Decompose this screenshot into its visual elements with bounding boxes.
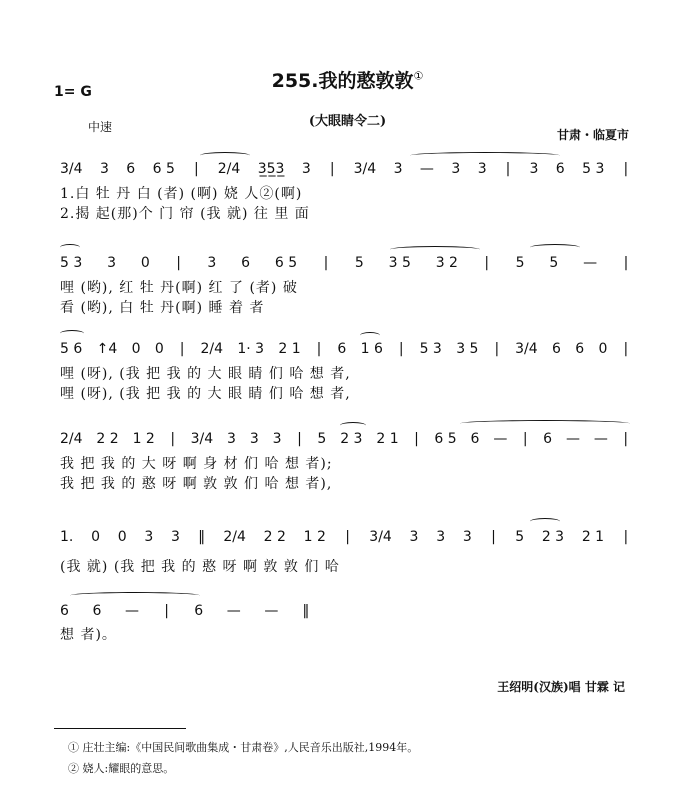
note: 5 6	[60, 341, 83, 357]
note: 0	[140, 255, 150, 271]
note: 6 5	[274, 255, 298, 271]
note: 5 3	[60, 255, 83, 271]
note: —	[583, 255, 598, 271]
barline: |	[176, 255, 181, 271]
note: 6	[552, 341, 561, 357]
note: 6	[241, 255, 251, 271]
note: —	[593, 431, 608, 447]
note: —	[264, 603, 279, 619]
note: 5 3	[582, 161, 605, 177]
barline: |	[623, 255, 629, 271]
time-signature: 2/4	[223, 529, 246, 545]
score-row-4	[60, 428, 630, 492]
note: 6 5	[434, 431, 457, 447]
time-signature: 2/4	[200, 341, 223, 357]
note: 3	[99, 161, 109, 177]
time-signature: 3/4	[60, 161, 83, 177]
note: 2 1	[581, 529, 605, 545]
note: 1.	[60, 529, 74, 545]
time-signature: 3/4	[515, 341, 538, 357]
key-signature: 1= G	[54, 84, 92, 100]
time-signature: 2/4	[60, 431, 83, 447]
lyric-line: 想 者)。	[60, 627, 117, 643]
note: 6	[337, 341, 347, 357]
lyric-verse-2: 我 把 我 的 憨 呀 啊 敦 敦 们 哈 想 者),	[60, 476, 333, 492]
barline: |	[484, 255, 490, 271]
notation-line	[60, 526, 630, 548]
note: 1 2	[303, 529, 326, 545]
barline: |	[193, 161, 199, 177]
note: 2 1	[278, 341, 301, 357]
note: 3	[477, 161, 487, 177]
note: 0	[154, 341, 164, 357]
barline: |	[398, 341, 404, 357]
note: 3	[409, 529, 419, 545]
note: 3	[462, 529, 472, 545]
note: 3	[451, 161, 461, 177]
notation-line	[60, 158, 630, 180]
note: 1 6	[360, 341, 383, 357]
notation-line	[60, 600, 310, 622]
lyric-verse-2: 看 (哟), 白 牡 丹(啊) 睡 着 者	[60, 300, 265, 316]
note: 0	[91, 529, 100, 545]
barline: |	[414, 431, 419, 447]
note: 1 2	[132, 431, 155, 447]
song-subtitle: (大眼睛令二)	[308, 114, 387, 129]
note: 2 3	[541, 529, 565, 545]
note: —	[565, 431, 580, 447]
score-row-3	[60, 338, 630, 402]
note: 6	[92, 603, 102, 619]
note: 6	[470, 431, 480, 447]
barline: |	[623, 431, 629, 447]
note: 6	[126, 161, 136, 177]
performer-credit: 王绍明(汉族)唱 甘霖 记	[497, 680, 625, 694]
note: 2 1	[376, 431, 399, 447]
barline: |	[494, 341, 500, 357]
note: 3 2	[435, 255, 458, 271]
song-title: 255.我的憨敦敦①	[271, 69, 424, 92]
barline: |	[316, 341, 322, 357]
tempo-marking: 中速	[88, 120, 113, 134]
note: 0	[598, 341, 608, 357]
note: —	[419, 161, 434, 177]
note: 3	[301, 161, 311, 177]
note: 6	[194, 603, 204, 619]
note: 5	[549, 255, 559, 271]
lyric-verse-2: 哩 (呀), (我 把 我 的 大 眼 睛 们 哈 想 者,	[60, 386, 351, 402]
footnote-divider	[54, 728, 186, 729]
barline: ‖	[302, 603, 310, 619]
score-row-6	[60, 600, 320, 650]
note: 6	[60, 603, 69, 619]
lyric-line: (我 就) (我 把 我 的 憨 呀 啊 敦 敦 们 哈	[60, 559, 340, 575]
note: 3	[227, 431, 236, 447]
note: 2 3	[340, 431, 363, 447]
barline: |	[170, 431, 176, 447]
barline: |	[329, 161, 335, 177]
note: 3	[207, 255, 217, 271]
time-signature: 3/4	[369, 529, 392, 545]
lyric-verse-1: 哩 (呀), (我 把 我 的 大 眼 睛 们 哈 想 者,	[60, 366, 351, 382]
note: 0	[131, 341, 141, 357]
note: 2 2	[96, 431, 119, 447]
note: 6	[555, 161, 565, 177]
note: 3̲5̲3̲	[257, 161, 285, 177]
note: 3 5	[456, 341, 479, 357]
note: 3	[393, 161, 403, 177]
barline: |	[179, 341, 185, 357]
note: 3	[436, 529, 446, 545]
lyric-verse-1: 我 把 我 的 大 呀 啊 身 材 们 哈 想 者);	[60, 456, 333, 472]
note: 3	[144, 529, 154, 545]
barline: |	[297, 431, 302, 447]
footnote-1: ① 庄壮主编:《中国民间歌曲集成・甘肃卷》,人民音乐出版社,1994年。	[68, 741, 419, 754]
barline: |	[623, 529, 629, 545]
note: 6 5	[152, 161, 175, 177]
barline: |	[505, 161, 511, 177]
barline: ‖	[198, 529, 206, 545]
note: 3	[171, 529, 180, 545]
time-signature: 3/4	[353, 161, 377, 177]
note: —	[125, 603, 140, 619]
note: 0	[117, 529, 127, 545]
note: 3	[107, 255, 117, 271]
score-row-5	[60, 526, 630, 590]
notation-line	[60, 428, 630, 450]
note: ↑4	[96, 341, 118, 357]
barline: |	[345, 529, 350, 545]
note: 5	[515, 255, 525, 271]
barline: |	[623, 161, 629, 177]
note: 5	[354, 255, 364, 271]
note: —	[493, 431, 508, 447]
note: 5 3	[419, 341, 442, 357]
score-row-1	[60, 158, 630, 222]
note: 6	[543, 431, 553, 447]
note: 3	[272, 431, 282, 447]
note: 5	[317, 431, 327, 447]
barline: |	[323, 255, 329, 271]
lyric-verse-1: 1.白 牡 丹 白 (者) (啊) 娆 人②(啊)	[60, 186, 303, 202]
note: 3	[249, 431, 259, 447]
time-signature: 2/4	[217, 161, 241, 177]
notation-line	[60, 338, 630, 360]
lyric-verse-1: 哩 (哟), 红 牡 丹(啊) 红 了 (者) 破	[60, 280, 298, 296]
note: —	[226, 603, 241, 619]
note: 1· 3	[237, 341, 265, 357]
footnote-2: ② 娆人:耀眼的意思。	[68, 762, 175, 775]
notation-line	[60, 252, 630, 274]
note: 6	[575, 341, 585, 357]
note: 2 2	[263, 529, 286, 545]
note: 5	[515, 529, 525, 545]
note: 3	[529, 161, 539, 177]
note: 3 5	[388, 255, 411, 271]
score-row-2	[60, 252, 630, 316]
time-signature: 3/4	[190, 431, 214, 447]
barline: |	[491, 529, 496, 545]
barline: |	[164, 603, 169, 619]
barline: |	[623, 341, 629, 357]
song-region: 甘肃・临夏市	[556, 128, 629, 142]
barline: |	[522, 431, 528, 447]
lyric-verse-2: 2.揭 起(那)个 门 帘 (我 就) 往 里 面	[60, 206, 310, 222]
